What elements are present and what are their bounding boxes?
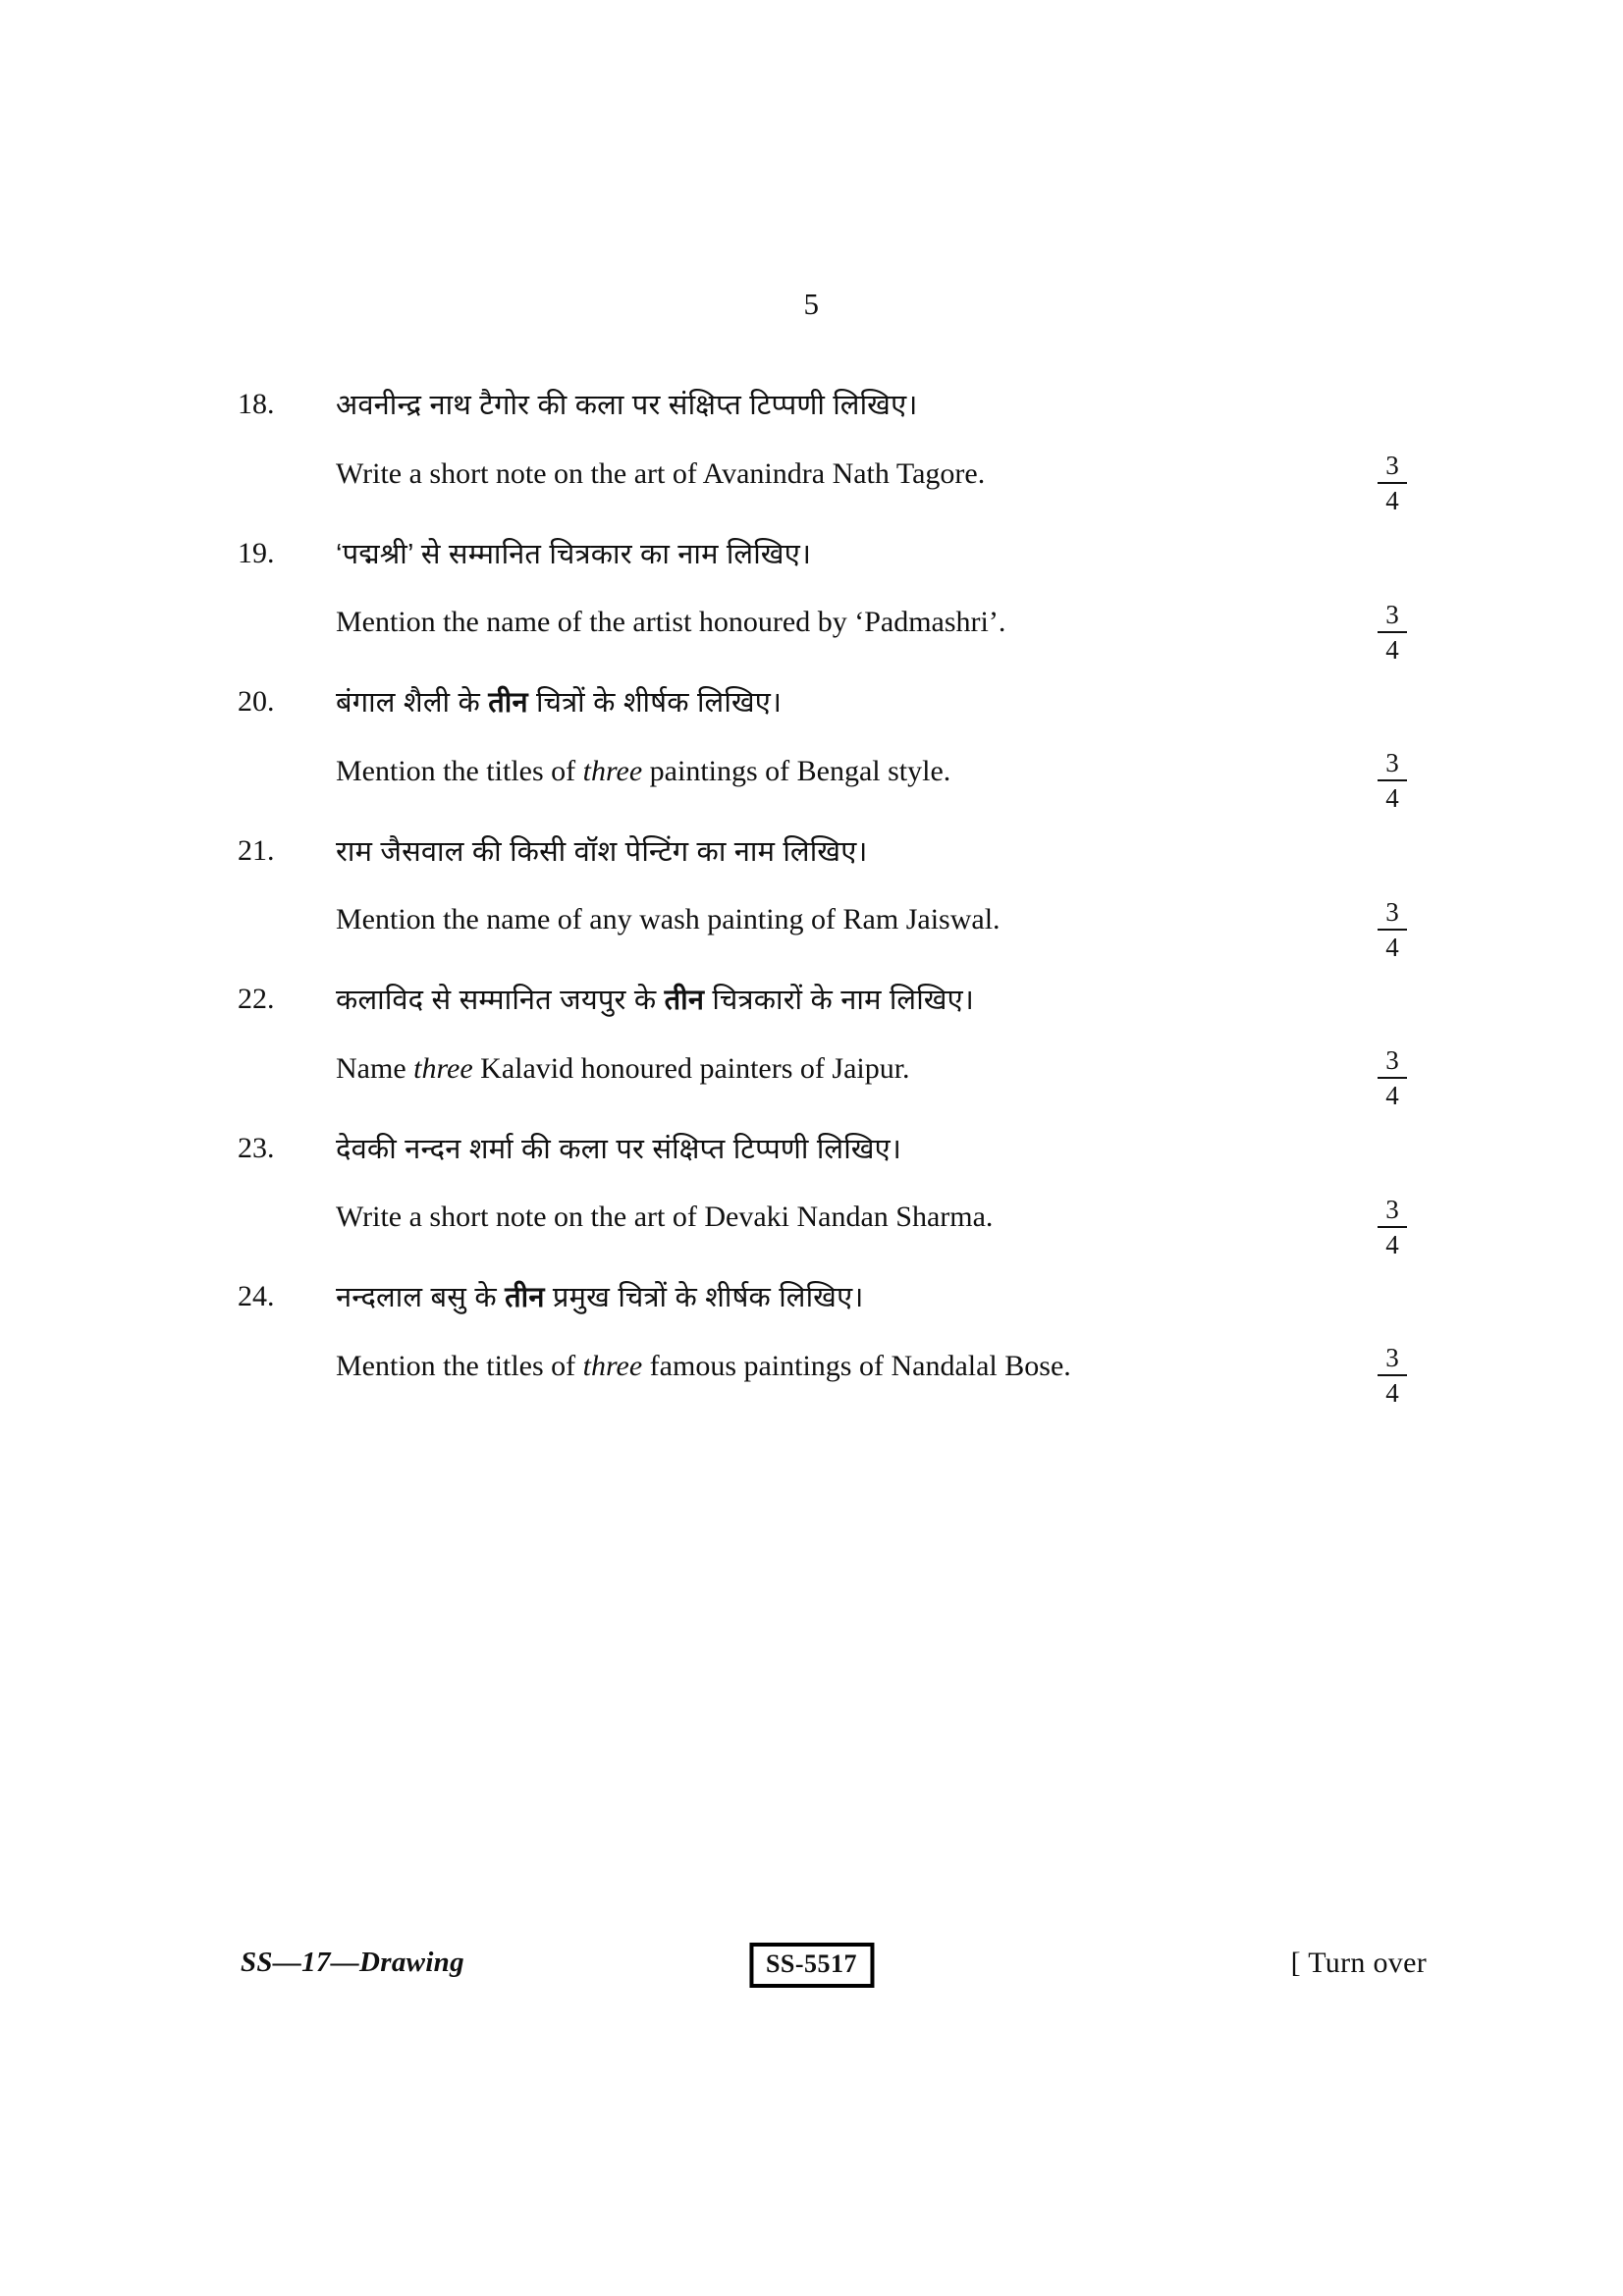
question-body bbox=[336, 1277, 1623, 1387]
question-body bbox=[336, 682, 1623, 792]
marks-denominator: 4 bbox=[1385, 1229, 1399, 1259]
fraction-bar bbox=[1378, 779, 1407, 781]
english-segment-pre: Mention the titles of bbox=[336, 1349, 583, 1382]
english-segment-pre: Write a short note on the art of Devaki Nandan Sharma. bbox=[336, 1201, 994, 1233]
english-segment-pre: Write a short note on the art of Avanindra Nath Tagore. bbox=[336, 456, 986, 490]
booklet-code-box: SS-5517 bbox=[749, 1943, 874, 1988]
marks-fraction bbox=[1363, 1344, 1422, 1408]
question-number: 21. bbox=[238, 833, 275, 867]
hindi-segment-post: चित्रकारों के नाम लिखिए। bbox=[704, 985, 975, 1016]
hindi-segment-pre: देवकी नन्दन शर्मा की कला पर संक्षिप्त टिप्पणी लिखिए। bbox=[336, 1133, 902, 1165]
question-number: 19. bbox=[238, 536, 275, 569]
marks-fraction bbox=[1363, 1196, 1422, 1259]
hindi-segment-pre: नन्दलाल बसु के bbox=[336, 1282, 506, 1313]
marks-numerator: 3 bbox=[1385, 1194, 1399, 1224]
question-text-hindi bbox=[336, 1277, 1289, 1320]
question-text-english bbox=[336, 899, 1289, 940]
question-item bbox=[0, 385, 1623, 516]
question-number: 22. bbox=[238, 983, 275, 1015]
marks-fraction bbox=[1363, 1046, 1422, 1110]
marks-denominator: 4 bbox=[1385, 1081, 1399, 1111]
question-item bbox=[0, 980, 1623, 1111]
question-text-hindi bbox=[336, 534, 1289, 577]
question-body bbox=[336, 1129, 1623, 1239]
marks-fraction bbox=[1363, 601, 1422, 665]
marks-denominator: 4 bbox=[1385, 634, 1399, 665]
marks-numerator: 3 bbox=[1385, 451, 1399, 480]
page-number: 5 bbox=[803, 287, 820, 321]
marks-numerator: 3 bbox=[1385, 1343, 1399, 1372]
english-segment-emphasis: three bbox=[582, 754, 643, 787]
english-segment-pre: Mention the name of the artist honoured by ‘Padmashri’. bbox=[336, 606, 1006, 638]
english-segment-pre: Mention the titles of bbox=[336, 754, 583, 787]
question-body bbox=[336, 534, 1623, 644]
hindi-segment-emphasis: तीन bbox=[664, 985, 705, 1016]
hindi-segment-emphasis: तीन bbox=[488, 687, 528, 719]
question-body bbox=[336, 831, 1623, 941]
question-item bbox=[0, 682, 1623, 814]
fraction-bar bbox=[1378, 1077, 1407, 1079]
fraction-bar bbox=[1378, 631, 1407, 633]
hindi-segment-pre: राम जैसवाल की किसी वॉश पेन्टिंग का नाम लिखिए। bbox=[336, 835, 868, 868]
question-text-english bbox=[336, 1197, 1289, 1238]
question-text-english bbox=[336, 1048, 1289, 1090]
marks-denominator: 4 bbox=[1385, 486, 1399, 516]
english-segment-post: paintings of Bengal style. bbox=[642, 754, 951, 787]
turn-over-label: [ Turn over bbox=[1290, 1947, 1427, 1979]
question-text-english bbox=[336, 751, 1289, 792]
question-body bbox=[336, 980, 1623, 1090]
marks-denominator: 4 bbox=[1385, 932, 1399, 962]
marks-numerator: 3 bbox=[1385, 896, 1399, 927]
question-item bbox=[0, 1129, 1623, 1259]
hindi-segment-emphasis: तीन bbox=[505, 1282, 545, 1313]
question-number: 24. bbox=[238, 1280, 275, 1312]
english-segment-post: Kalavid honoured painters of Jaipur. bbox=[472, 1051, 910, 1085]
hindi-segment-pre: ‘पद्मश्री’ से सम्मानित चित्रकार का नाम लिखिए। bbox=[336, 538, 812, 570]
question-number: 20. bbox=[238, 685, 275, 718]
marks-denominator: 4 bbox=[1385, 1378, 1399, 1409]
hindi-segment-post: चित्रों के शीर्षक लिखिए। bbox=[527, 687, 783, 719]
question-body bbox=[336, 385, 1623, 495]
paper-code-label: SS—17—Drawing bbox=[241, 1947, 464, 1978]
question-text-hindi bbox=[336, 682, 1289, 725]
hindi-segment-pre: बंगाल शैली के bbox=[336, 687, 489, 719]
english-segment-post: famous paintings of Nandalal Bose. bbox=[642, 1349, 1071, 1382]
question-text-english bbox=[336, 1346, 1289, 1387]
question-text-english bbox=[336, 454, 1289, 495]
fraction-bar bbox=[1378, 482, 1407, 484]
fraction-bar bbox=[1378, 1226, 1407, 1228]
marks-numerator: 3 bbox=[1385, 748, 1399, 777]
fraction-bar bbox=[1378, 929, 1407, 931]
marks-numerator: 3 bbox=[1385, 1045, 1399, 1075]
question-list bbox=[0, 385, 1623, 1426]
page-footer bbox=[0, 1939, 1623, 2007]
hindi-segment-pre: कलाविद से सम्मानित जयपुर के bbox=[336, 985, 665, 1016]
question-number: 23. bbox=[238, 1131, 275, 1164]
fraction-bar bbox=[1378, 1374, 1407, 1376]
hindi-segment-post: प्रमुख चित्रों के शीर्षक लिखिए। bbox=[544, 1282, 864, 1313]
question-text-hindi bbox=[336, 831, 1289, 875]
question-text-hindi bbox=[336, 385, 1289, 428]
english-segment-emphasis: three bbox=[582, 1349, 643, 1382]
marks-fraction bbox=[1363, 898, 1422, 962]
question-item bbox=[0, 1277, 1623, 1409]
english-segment-emphasis: three bbox=[413, 1051, 473, 1085]
marks-numerator: 3 bbox=[1385, 599, 1399, 629]
question-item bbox=[0, 831, 1623, 962]
question-text-english bbox=[336, 602, 1289, 643]
question-item bbox=[0, 534, 1623, 665]
question-text-hindi bbox=[336, 1129, 1289, 1172]
english-segment-pre: Mention the name of any wash painting of Ram Jaiswal. bbox=[336, 903, 1001, 935]
hindi-segment-pre: अवनीन्द्र नाथ टैगोर की कला पर संक्षिप्त टिप्पणी लिखिए। bbox=[336, 390, 918, 421]
marks-denominator: 4 bbox=[1385, 783, 1399, 814]
question-text-hindi bbox=[336, 980, 1289, 1023]
english-segment-pre: Name bbox=[336, 1051, 414, 1085]
question-number: 18. bbox=[238, 388, 275, 420]
marks-fraction bbox=[1363, 452, 1422, 515]
marks-fraction bbox=[1363, 749, 1422, 813]
